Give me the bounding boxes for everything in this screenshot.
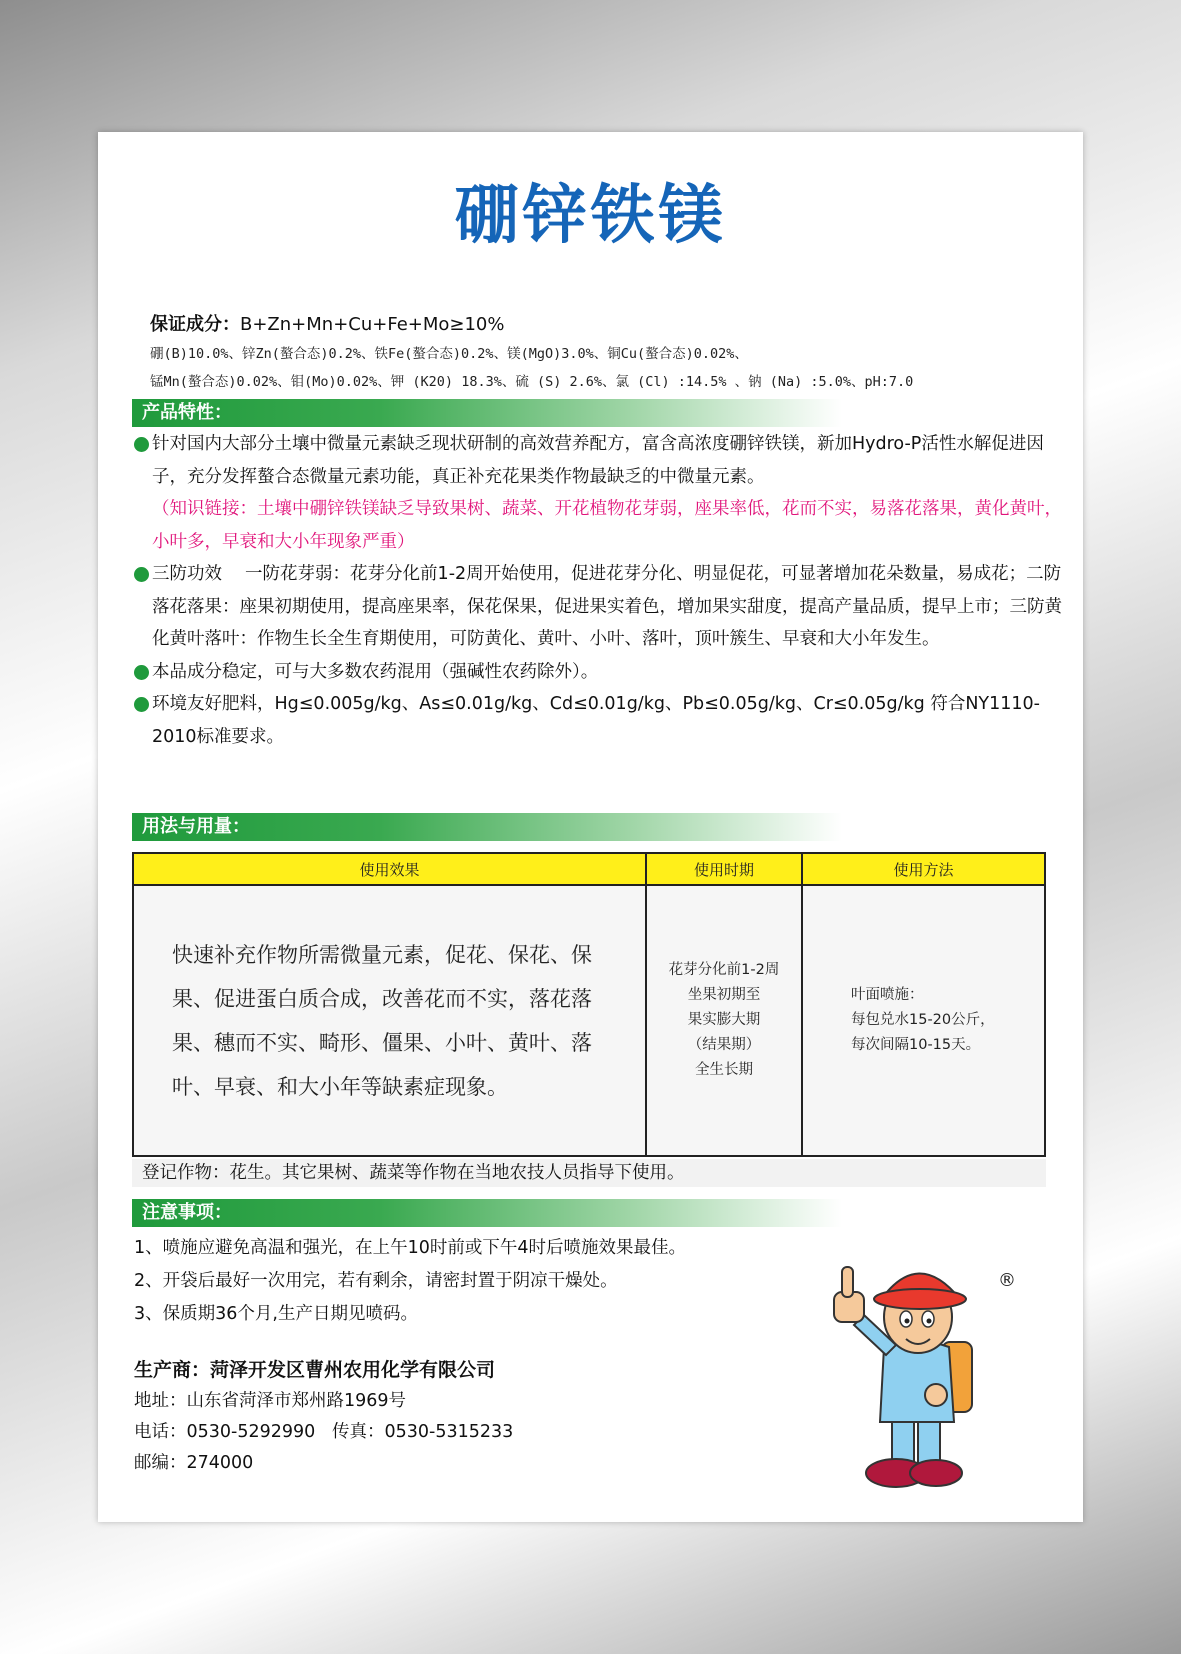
manufacturer-phone: 电话：0530-5292990 传真：0530-5315233 bbox=[134, 1422, 514, 1442]
feature-text: 三防功效 一防花芽弱：花芽分化前1-2周开始使用，促进花芽分化、明显促花，可显著增加花朵数量，易成花；二防落花落果：座果初期使用，提高座果率，保花保果，促进果实着色，增加果实甜度，提高产量品质，提早上市；三防黄化黄叶落叶：作物生长全生育期使用，可防黄化、黄叶、小叶、落叶，顶叶簇生、早衰和大小年发生。 bbox=[152, 564, 1062, 649]
note-item: 1、喷施应避免高温和强光，在上午10时前或下午4时后喷施效果最佳。 bbox=[134, 1238, 687, 1258]
feature-text: 针对国内大部分土壤中微量元素缺乏现状研制的高效营养配方，富含高浓度硼锌铁镁，新加Hydro-P活性水解促进因子，充分发挥螯合态微量元素功能，真正补充花果类作物最缺乏的中微量元素。 bbox=[152, 434, 1044, 487]
header-effect: 使用效果 bbox=[133, 853, 646, 885]
features-heading: 产品特性： bbox=[132, 399, 842, 427]
header-method: 使用方法 bbox=[802, 853, 1045, 885]
period-line: 全生长期 bbox=[695, 1062, 753, 1078]
guarantee-label: 保证成分： bbox=[150, 314, 240, 335]
guarantee-value: B+Zn+Mn+Cu+Fe+Mo≥10% bbox=[240, 314, 505, 335]
manufacturer-info bbox=[134, 1354, 513, 1479]
registered-trademark-mark: ® bbox=[998, 1270, 1016, 1291]
usage-heading: 用法与用量： bbox=[132, 813, 842, 841]
note-item: 2、开袋后最好一次用完，若有剩余，请密封置于阴凉干燥处。 bbox=[134, 1271, 618, 1291]
manufacturer-name: 生产商：菏泽开发区曹州农用化学有限公司 bbox=[134, 1359, 496, 1381]
method-line: 每包兑水15-20公斤， bbox=[851, 1012, 995, 1028]
product-title: 硼锌铁镁 bbox=[454, 179, 727, 253]
green-bullet-icon bbox=[134, 567, 149, 582]
manufacturer-address: 地址：山东省菏泽市郑州路1969号 bbox=[134, 1391, 407, 1411]
feature-item bbox=[134, 656, 1064, 689]
note-item: 3、保质期36个月,生产日期见喷码。 bbox=[134, 1304, 418, 1324]
period-cell bbox=[646, 885, 802, 1156]
green-bullet-icon bbox=[134, 437, 149, 452]
period-line: 花芽分化前1-2周 bbox=[668, 962, 780, 978]
feature-item bbox=[134, 428, 1064, 558]
feature-text: 本品成分稳定，可与大多数农药混用（强碱性农药除外）。 bbox=[152, 661, 599, 682]
registration-note: 登记作物：花生。其它果树、蔬菜等作物在当地农技人员指导下使用。 bbox=[132, 1159, 1046, 1187]
usage-table-header-row bbox=[133, 853, 1045, 885]
guarantee-components-line-2: 锰Mn(螯合态)0.02%、钼(Mo)0.02%、钾 (K20) 18.3%、硫 (S) 2.6%、氯 (Cl) :14.5% 、钠 (Na) :5.0%、pH:7.0 bbox=[150, 374, 914, 390]
guarantee-components-line-1: 硼(B)10.0%、锌Zn(螯合态)0.2%、铁Fe(螯合态)0.2%、镁(MgO)3.0%、铜Cu(螯合态)0.02%、 bbox=[150, 346, 748, 362]
period-line: 坐果初期至 bbox=[687, 987, 761, 1003]
notes-heading: 注意事项： bbox=[132, 1199, 842, 1227]
method-line: 叶面喷施： bbox=[851, 987, 924, 1003]
usage-table-row bbox=[133, 885, 1045, 1156]
feature-text: 环境友好肥料，Hg≤0.005g/kg、As≤0.01g/kg、Cd≤0.01g/kg、Pb≤0.05g/kg、Cr≤0.05g/kg 符合NY1110-2010标准要求。 bbox=[152, 694, 1040, 747]
thumbs-up-farmer-mascot-icon bbox=[814, 1247, 1024, 1497]
feature-item bbox=[134, 558, 1064, 656]
method-line: 每次间隔10-15天。 bbox=[851, 1037, 981, 1053]
period-line: 果实膨大期 bbox=[687, 1012, 761, 1028]
method-cell bbox=[802, 885, 1045, 1156]
guarantee-section bbox=[150, 310, 1050, 396]
usage-table bbox=[132, 852, 1046, 1157]
effect-cell: 快速补充作物所需微量元素，促花、保花、保果、促进蛋白质合成，改善花而不实，落花落果、穗而不实、畸形、僵果、小叶、黄叶、落叶、早衰、和大小年等缺素症现象。 bbox=[133, 885, 646, 1156]
guarantee-line bbox=[150, 310, 1050, 340]
green-bullet-icon bbox=[134, 665, 149, 680]
green-bullet-icon bbox=[134, 697, 149, 712]
header-period: 使用时期 bbox=[646, 853, 802, 885]
notes-list bbox=[134, 1232, 686, 1331]
product-sheet bbox=[98, 132, 1083, 1522]
knowledge-link-text: （知识链接：土壤中硼锌铁镁缺乏导致果树、蔬菜、开花植物花芽弱，座果率低，花而不实，易落花落果，黄化黄叶，小叶多，早衰和大小年现象严重） bbox=[152, 499, 1062, 552]
period-line: （结果期） bbox=[687, 1037, 761, 1053]
manufacturer-postcode: 邮编：274000 bbox=[134, 1453, 254, 1473]
feature-item bbox=[134, 688, 1064, 753]
features-list bbox=[134, 428, 1064, 753]
